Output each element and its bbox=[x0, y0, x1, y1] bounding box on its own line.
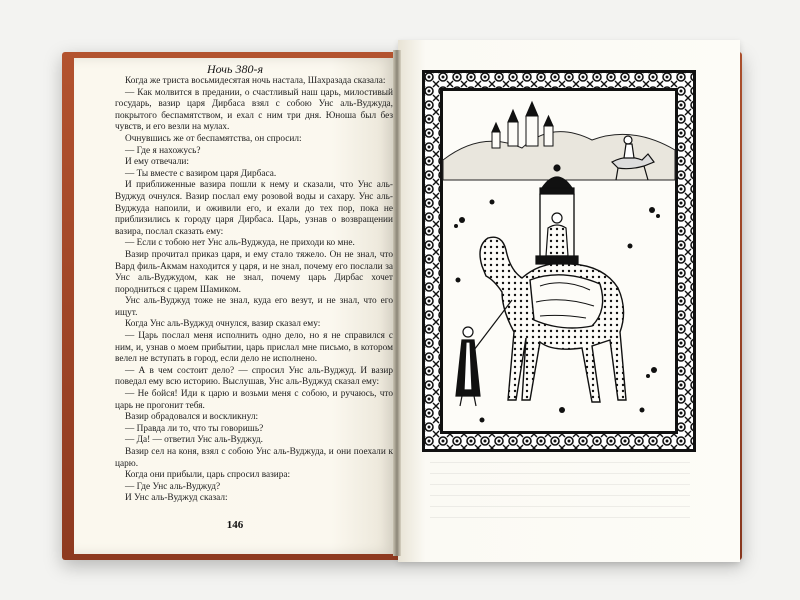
text-paragraph: Очнувшись же от беспамятства, он спросил: bbox=[125, 133, 302, 144]
page-text bbox=[115, 76, 393, 505]
text-paragraph: Вазир сел на коня, взял с собою Унс аль-Вуджуда, и они поехали к царю. bbox=[115, 447, 393, 469]
text-paragraph: — Где Унс аль-Вуджуд? bbox=[125, 481, 221, 492]
text-paragraph: И Унс аль-Вуджуд сказал: bbox=[125, 493, 228, 504]
book-gutter bbox=[393, 50, 401, 556]
text-paragraph: И приближенные вазира пошли к нему и сказали, что Унс аль-Вуджуд очнулся. Вазир послал ему розовой воды и сахару. Унс аль-Вуджуда напоили, и оживили его, и ехали до тех пор, пока не приблизились к городу царя Дирбаса. Царь, узнав о возвращении вазира, послал сказать ему: bbox=[115, 180, 393, 237]
text-paragraph: — Ты вместе с вазиром царя Дирбаса. bbox=[125, 168, 277, 179]
text-paragraph: — А в чем состоит дело? — спросил Унс аль-Вуджуд. И вазир поведал ему всю историю. Выслушав, Унс аль-Вуджуд сказал ему: bbox=[115, 365, 393, 388]
text-paragraph: — Где я нахожусь? bbox=[125, 145, 201, 156]
text-paragraph: Вазир прочитал приказ царя, и ему стало тяжело. Он не знал, что Вард филь-Акмам находится у царя, и не знал, почему его послали за Унс аль-Вуджудом, как не знал, почему царь Дирбас хочет породниться с царем Шамиком. bbox=[115, 249, 393, 295]
camel-illustration bbox=[422, 70, 696, 452]
text-paragraph: Когда Унс аль-Вуджуд очнулся, вазир сказал ему: bbox=[125, 319, 321, 330]
page-number: 146 bbox=[226, 519, 244, 531]
text-paragraph: Когда же триста восьмидесятая ночь настала, Шахразада сказала: bbox=[125, 76, 386, 86]
text-paragraph: Унс аль-Вуджуд тоже не знал, куда его везут, и не знал, что его ищут. bbox=[115, 296, 393, 318]
text-paragraph: — Не бойся! Иди к царю и возьми меня с собою, и ручаюсь, что царь не прогонит тебя. bbox=[115, 389, 393, 411]
text-paragraph: — Правда ли то, что ты говоришь? bbox=[125, 423, 264, 434]
text-paragraph: — Как молвится в предании, о счастливый наш царь, милостивый государь, вазир царя Дирбаса взял с собою Унс аль-Вуджуда, покрытого беспамятством, и ехал с ним три дня. Юноша был без чувств, и его везли на мулах. bbox=[115, 87, 393, 133]
text-paragraph: — Если с тобою нет Унс аль-Вуджуда, не приходи ко мне. bbox=[125, 238, 355, 249]
text-paragraph: — Да! — ответил Унс аль-Вуджуд. bbox=[125, 435, 263, 446]
running-head: Ночь 380-я bbox=[206, 62, 264, 76]
text-paragraph: Когда они прибыли, царь спросил вазира: bbox=[125, 470, 291, 481]
text-paragraph: Вазир обрадовался и воскликнул: bbox=[125, 412, 259, 423]
text-paragraph: И ему отвечали: bbox=[125, 157, 189, 168]
show-through-text bbox=[430, 462, 690, 522]
text-paragraph: — Царь послал меня исполнить одно дело, но я не справился с ним, и, узнав о моем прибытии, царь прислал мне письмо, в котором велел не вступать в город, если дело не исполнено. bbox=[115, 331, 393, 365]
